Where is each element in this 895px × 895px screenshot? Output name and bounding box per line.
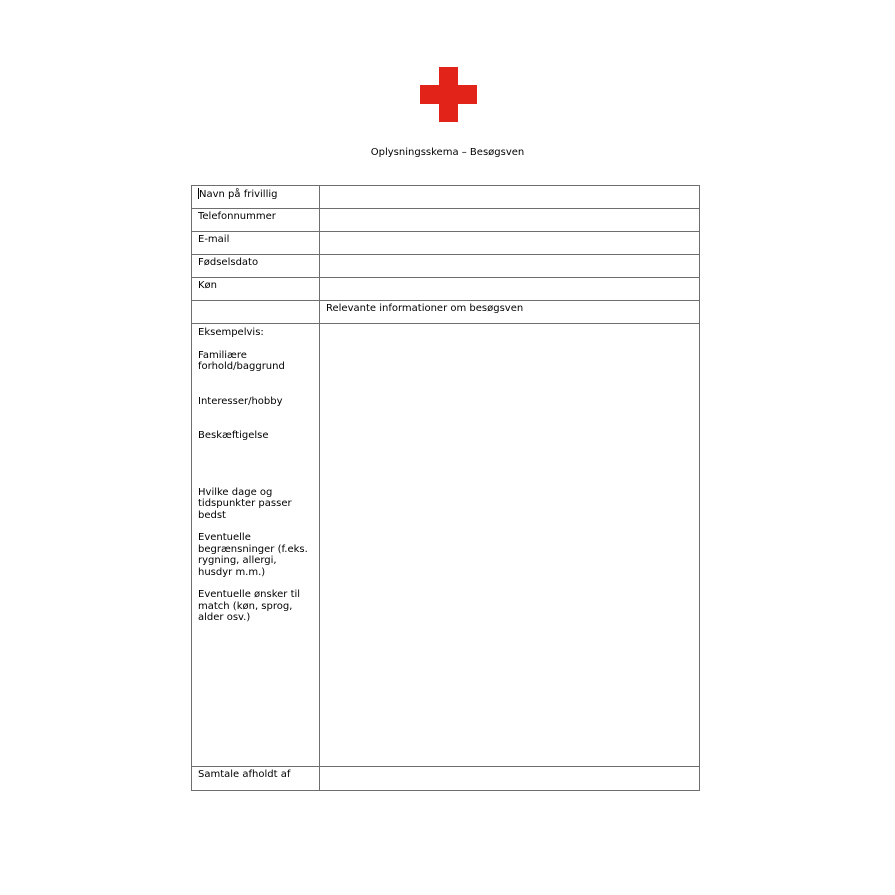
red-cross-icon bbox=[420, 67, 477, 122]
table-row bbox=[192, 186, 700, 209]
email-label: E-mail bbox=[192, 232, 320, 255]
examples-occupation: Beskæftigelse bbox=[198, 430, 269, 441]
examples-intro: Eksempelvis: bbox=[198, 327, 264, 338]
phone-label: Telefonnummer bbox=[192, 209, 320, 232]
table-row bbox=[192, 209, 700, 232]
table-row bbox=[192, 301, 700, 324]
examples-interests: Interesser/hobby bbox=[198, 395, 283, 407]
table-row bbox=[192, 232, 700, 255]
gender-field[interactable] bbox=[320, 278, 700, 301]
form-title: Oplysningsskema – Besøgsven bbox=[370, 147, 525, 158]
interview-field[interactable] bbox=[320, 767, 700, 791]
examples-wishes: Eventuelle ønsker til match (køn, sprog, alder osv.) bbox=[198, 589, 301, 623]
gender-label: Køn bbox=[192, 278, 320, 301]
table-row bbox=[192, 324, 700, 767]
name-label bbox=[192, 186, 320, 209]
email-field[interactable] bbox=[320, 232, 700, 255]
table-row bbox=[192, 255, 700, 278]
name-label-text: Navn på frivillig bbox=[199, 189, 278, 200]
phone-field[interactable] bbox=[320, 209, 700, 232]
examples-schedule: Hvilke dage og tidspunkter passer bedst bbox=[198, 486, 292, 521]
birthdate-label: Fødselsdato bbox=[192, 255, 320, 278]
name-field[interactable] bbox=[320, 186, 700, 209]
examples-limitations: Eventuelle begrænsninger (f.eks. rygning, allergi, husdyr m.m.) bbox=[198, 532, 308, 578]
empty-cell bbox=[192, 301, 320, 324]
volunteer-info-table bbox=[191, 185, 700, 791]
table-row bbox=[192, 767, 700, 791]
info-field[interactable] bbox=[320, 324, 700, 767]
examples-family: Familiære forhold/baggrund bbox=[198, 349, 285, 372]
examples-cell bbox=[192, 324, 320, 767]
interview-label: Samtale afholdt af bbox=[192, 767, 320, 791]
birthdate-field[interactable] bbox=[320, 255, 700, 278]
info-header: Relevante informationer om besøgsven bbox=[320, 301, 700, 324]
table-row bbox=[192, 278, 700, 301]
